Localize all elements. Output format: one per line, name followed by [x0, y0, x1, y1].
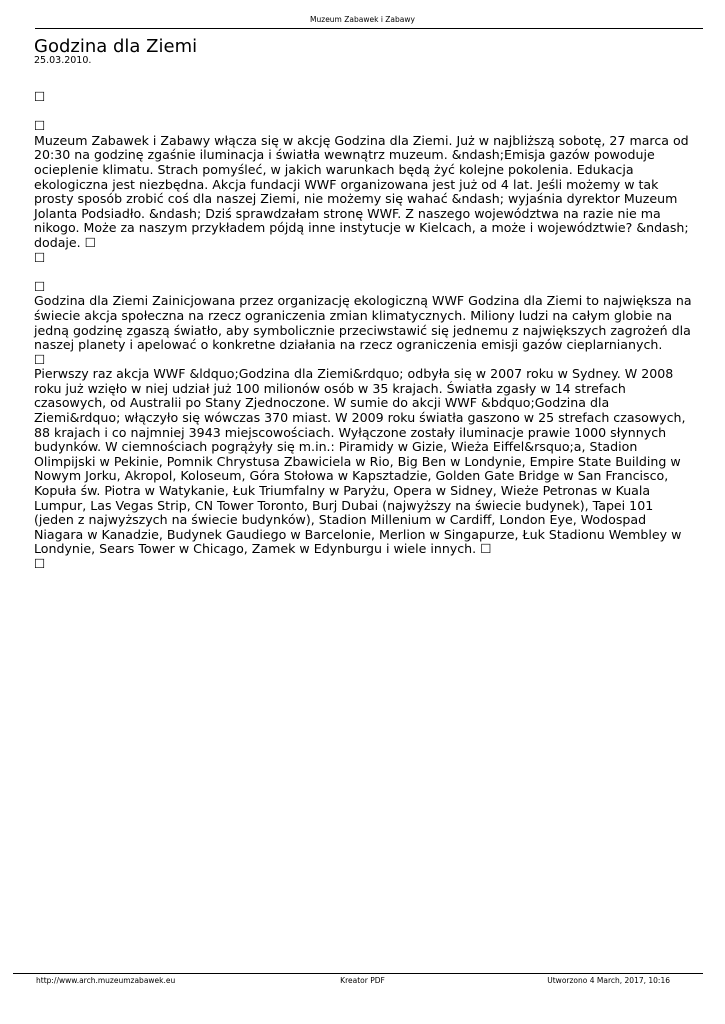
spacer [34, 105, 694, 120]
placeholder-glyph: ☐ [34, 118, 46, 134]
paragraph-1-text: Muzeum Zabawek i Zabawy włącza się w akcję Godzina dla Ziemi. Już w najbliższą sobotę, 27 marca od 20:30 na godzinę zgaśnie iluminacja i światła wewnątrz muzeum. &ndash;Emisja gazów powoduje ocieplenie klimatu. Strach pomyśleć, w jakich warunkach będą żyć kolejne pokolenia. Edukacja ekologiczna jest niezbędna. Akcja fundacji WWF organizowana jest już od 4 lat. Jeśli możemy w tak prosty sposób zrobić coś dla naszej Ziemi, nie możemy się wahać &ndash; wyjaśnia dyrektor Muzeum Jolanta Podsiadło. &ndash; Dziś sprawdzałam stronę WWF. Z naszego województwa na razie nie ma nikogo. Może za naszym przykładem pójdą inne instytucje w Kielcach, a może i województwie? &ndash; dodaje. [34, 132, 689, 250]
article-paragraph-1 [34, 134, 694, 251]
header-rule [35, 28, 703, 29]
placeholder-glyph: ☐ [34, 351, 46, 367]
article-paragraph-2: Godzina dla Ziemi Zainicjowana przez organizację ekologiczną WWF Godzina dla Ziemi to największa na świecie akcja społeczna na rzecz ograniczenia zmian klimatycznych. Miliony ludzi na całym globie na jedną godzinę zgaszą światło, aby symbolicznie przeciwstawić się jednemu z największych zagrożeń dla naszej planety i apelować o konkretne działania na rzecz ograniczenia emisji gazów cieplarnianych. [34, 293, 692, 353]
article-body [34, 90, 694, 572]
footer-url: http://www.arch.muzeumzabawek.eu [36, 976, 176, 985]
page-header: Muzeum Zabawek i Zabawy [310, 15, 415, 24]
placeholder-glyph: ☐ [480, 541, 492, 557]
footer-generator: Kreator PDF [340, 976, 385, 985]
footer-created: Utworzono 4 March, 2017, 10:16 [547, 976, 670, 985]
placeholder-glyph: ☐ [34, 249, 46, 265]
paragraph-3-text: Pierwszy raz akcja WWF &ldquo;Godzina dla Ziemi&rdquo; odbyła się w 2007 roku w Sydney. W 2008 roku już wzięło w niej udział już 100 milionów osób w 35 krajach. Światła zgasły w 14 strefach czasowych, od Australii po Stany Zjednoczone. W sumie do akcji WWF &bdquo;Godzina dla Ziemi&rdquo; włączyło się wówczas 370 miast. W 2009 roku światła gaszono w 25 strefach czasowych, 88 krajach i co najmniej 3943 miejscowościach. Wyłączone zostały iluminacje prawie 1000 słynnych budynków. W ciemnościach pogrążyły się m.in.: Piramidy w Gizie, Wieża Eiffel&rsquo;a, Stadion Olimpijski w Pekinie, Pomnik Chrystusa Zbawiciela w Rio, Big Ben w Londynie, Empire State Building w Nowym Jorku, Akropol, Koloseum, Góra Stołowa w Kapsztadzie, Golden Gate Bridge w San Francisco, Kopuła św. Piotra w Watykanie, Łuk Triumfalny w Paryżu, Opera w Sidney, Wieże Petronas w Kuala Lumpur, Las Vegas Strip, CN Tower Toronto, Burj Dubai (najwyższy na świecie budynek), Tapei 101 (jeden z najwyższych na świecie budynków), Stadion Millenium w Cardiff, London Eye, Wodospad Niagara w Kanadzie, Budynek Gaudiego w Barcelonie, Merlion w Singapurze, Łuk Stadionu Wembley w Londynie, Sears Tower w Chicago, Zamek w Edynburgu i wiele innych. [34, 366, 686, 557]
placeholder-glyph: ☐ [34, 556, 46, 571]
article-paragraph-3 [34, 367, 694, 557]
article-title: Godzina dla Ziemi [34, 36, 198, 57]
placeholder-glyph: ☐ [34, 278, 46, 294]
page-footer [0, 976, 725, 988]
article-date: 25.03.2010. [34, 55, 92, 66]
placeholder-glyph: ☐ [34, 89, 46, 104]
spacer [34, 265, 694, 280]
placeholder-glyph: ☐ [84, 234, 96, 250]
footer-rule [13, 973, 703, 974]
